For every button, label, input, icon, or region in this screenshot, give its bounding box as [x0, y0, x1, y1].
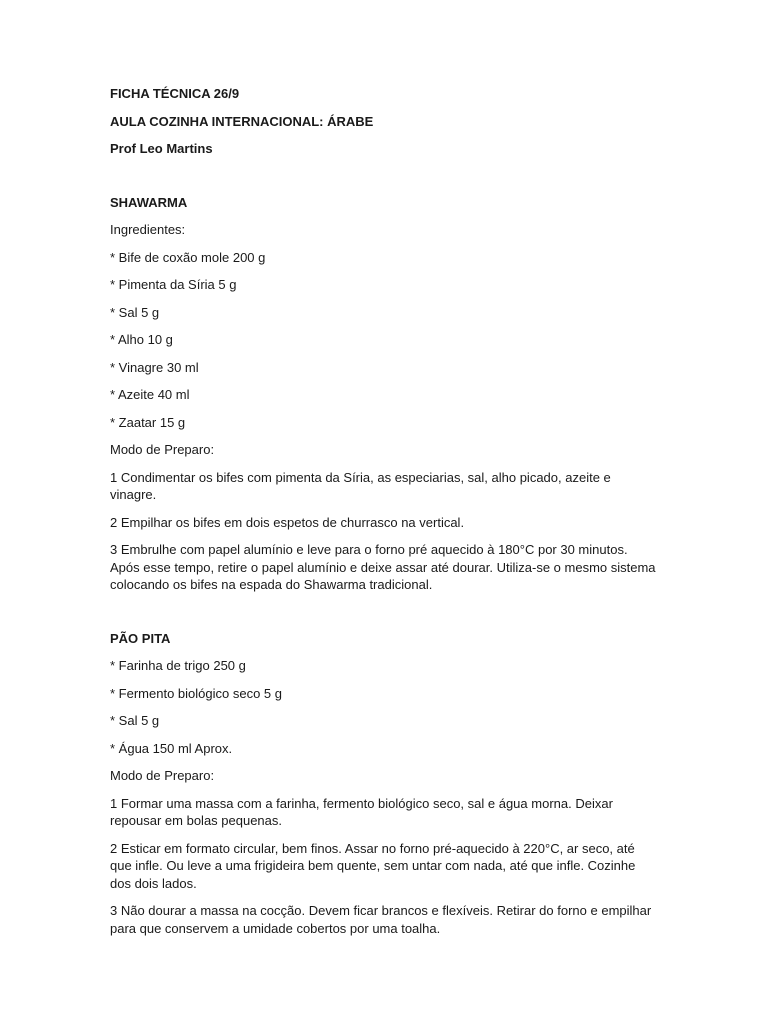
- method-step: 2 Esticar em formato circular, bem finos. Assar no forno pré-aquecido à 220°C, ar seco, até que infle. Ou leve a uma frigideira bem quente, sem untar com nada, até que infle. Cozinhe dos dois lados.: [110, 840, 636, 891]
- ingredient-item: * Sal 5 g: [110, 304, 160, 320]
- shawarma-method-label: Modo de Preparo:: [110, 442, 215, 457]
- sheet-title: FICHA TÉCNICA 26/9: [110, 86, 240, 101]
- ingredient-item: * Água 150 ml Aprox.: [110, 740, 233, 756]
- spacer: [110, 168, 658, 194]
- ingredient-item: * Bife de coxão mole 200 g: [110, 249, 266, 265]
- class-title: AULA COZINHA INTERNACIONAL: ÁRABE: [110, 113, 374, 129]
- ingredient-item: * Sal 5 g: [110, 713, 160, 728]
- ingredient-item: * Alho 10 g: [110, 332, 173, 347]
- ingredient-item: * Pimenta da Síria 5 g: [110, 277, 237, 292]
- ingredient-item: * Zaatar 15 g: [110, 414, 186, 430]
- shawarma-title: SHAWARMA: [110, 194, 188, 210]
- ingredient-item: * Farinha de trigo 250 g: [110, 658, 246, 673]
- document-page: [110, 85, 658, 947]
- spacer: [110, 604, 658, 630]
- method-step: 2 Empilhar os bifes em dois espetos de churrasco na vertical.: [110, 514, 465, 530]
- ingredient-item: * Fermento biológico seco 5 g: [110, 685, 282, 701]
- pita-method-label: Modo de Preparo:: [110, 768, 215, 783]
- ingredient-item: * Vinagre 30 ml: [110, 359, 199, 375]
- pita-title: PÃO PITA: [110, 630, 171, 646]
- ingredient-item: * Azeite 40 ml: [110, 387, 190, 402]
- method-step: 3 Não dourar a massa na cocção. Devem ficar brancos e flexíveis. Retirar do forno e empilhar para que conservem a umidade cobertos por uma toalha.: [110, 903, 652, 936]
- professor-name: Prof Leo Martins: [110, 141, 213, 156]
- shawarma-ingredients-label: Ingredientes:: [110, 222, 186, 237]
- method-step: 1 Formar uma massa com a farinha, fermento biológico seco, sal e água morna. Deixar repousar em bolas pequenas.: [110, 795, 613, 828]
- method-step: 1 Condimentar os bifes com pimenta da Síria, as especiarias, sal, alho picado, azeite e vinagre.: [110, 469, 611, 502]
- method-step: 3 Embrulhe com papel alumínio e leve para o forno pré aquecido à 180°C por 30 minutos. Após esse tempo, retire o papel alumínio e deixe assar até dourar. Utiliza-se o mesmo sistema colocando os bifes na espada do Shawarma tradicional.: [110, 542, 656, 592]
